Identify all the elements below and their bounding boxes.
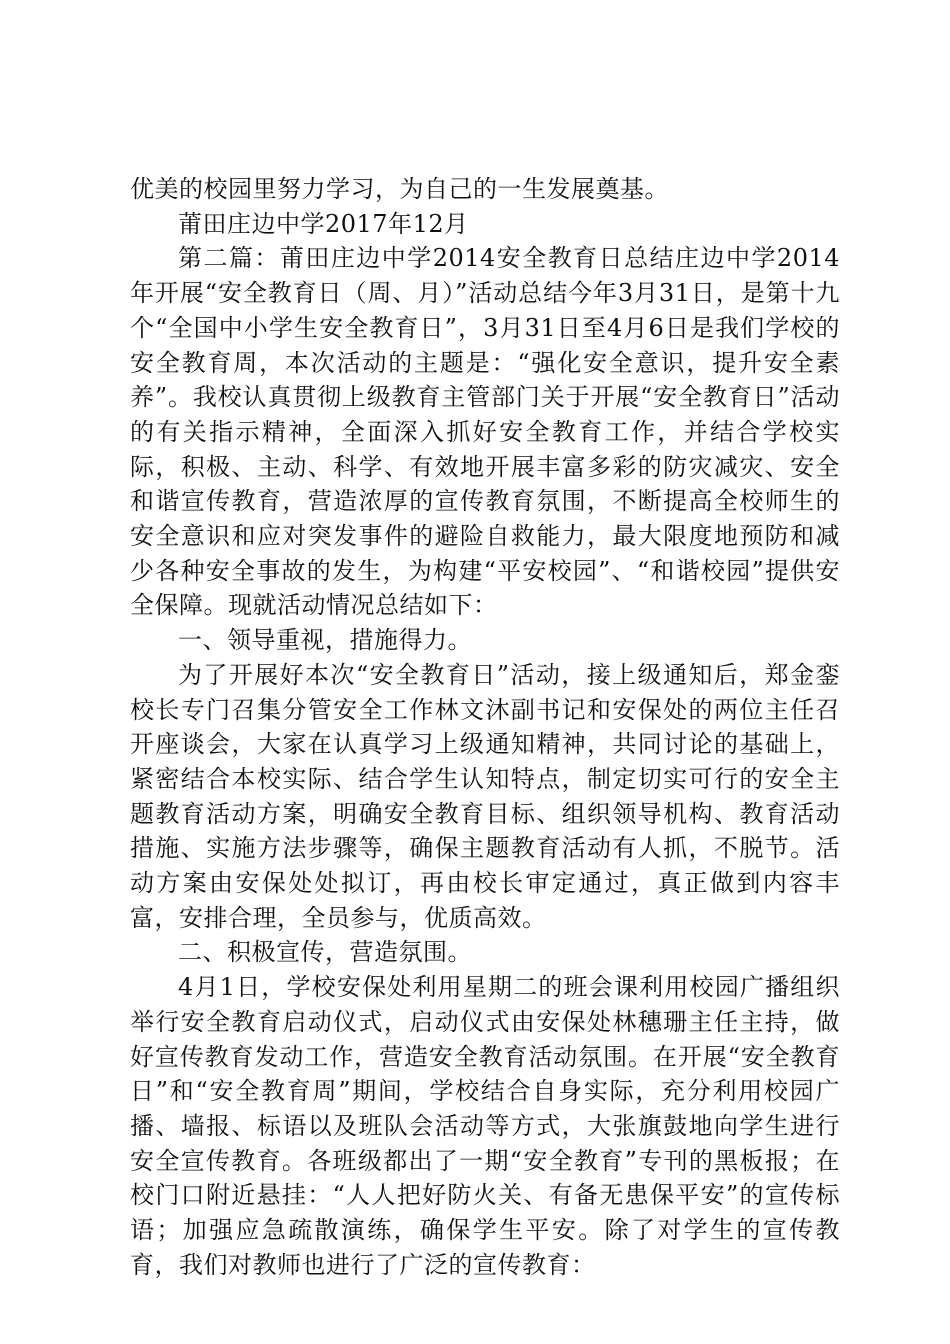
paragraph-1: 优美的校园里努力学习，为自己的一生发展奠基。 xyxy=(130,175,669,203)
paragraph-date: 莆田庄边中学2017年12月 xyxy=(178,209,469,238)
paragraph-section-2: 4月1日，学校安保处利用星期二的班会课利用校园广播组织举行安全教育启动仪式，启动仪式由安保处林穗珊主任主持，做好宣传教育发动工作，营造安全教育活动氛围。在开展“安全教育日”和“安全教育周”期间，学校结合自身实际，充分利用校园广播、墙报、标语以及班队会活动等方式，大张旗鼓地向学生进行安全宣传教育。各班级都出了一期“安全教育”专刊的黑板报；在校门口附近悬挂：“人人把好防火关、有备无患保平安”的宣传标语；加强应急疏散演练，确保学生平安。除了对学生的宣传教育，我们对教师也进行了广泛的宣传教育： xyxy=(130,973,840,1279)
document-body xyxy=(130,172,840,1283)
paragraph-intro: 第二篇：莆田庄边中学2014安全教育日总结庄边中学2014年开展“安全教育日（周、月）”活动总结今年3月31日，是第十九个“全国中小学生安全教育日”，3月31日至4月6日是我们学校的安全教育周，本次活动的主题是：“强化安全意识，提升安全素养”。我校认真贯彻上级教育主管部门关于开展“安全教育日”活动的有关指示精神，全面深入抓好安全教育工作，并结合学校实际，积极、主动、科学、有效地开展丰富多彩的防灾减灾、安全和谐宣传教育，营造浓厚的宣传教育氛围，不断提高全校师生的安全意识和应对突发事件的避险自救能力，最大限度地预防和减少各种安全事故的发生，为构建“平安校园”、“和谐校园”提供安全保障。现就活动情况总结如下： xyxy=(130,244,840,620)
section-heading-1: 一、领导重视，措施得力。 xyxy=(178,626,472,655)
paragraph-section-1: 为了开展好本次“安全教育日”活动，接上级通知后，郑金銮校长专门召集分管安全工作林文沐副书记和安保处的两位主任召开座谈会，大家在认真学习上级通知精神，共同讨论的基础上，紧密结合本校实际、结合学生认知特点，制定切实可行的安全主题教育活动方案，明确安全教育目标、组织领导机构、教育活动措施、实施方法步骤等，确保主题教育活动有人抓，不脱节。活动方案由安保处处拟订，再由校长审定通过，真正做到内容丰富，安排合理，全员参与，优质高效。 xyxy=(130,660,840,932)
section-heading-2: 二、积极宣传，营造氛围。 xyxy=(178,938,472,967)
